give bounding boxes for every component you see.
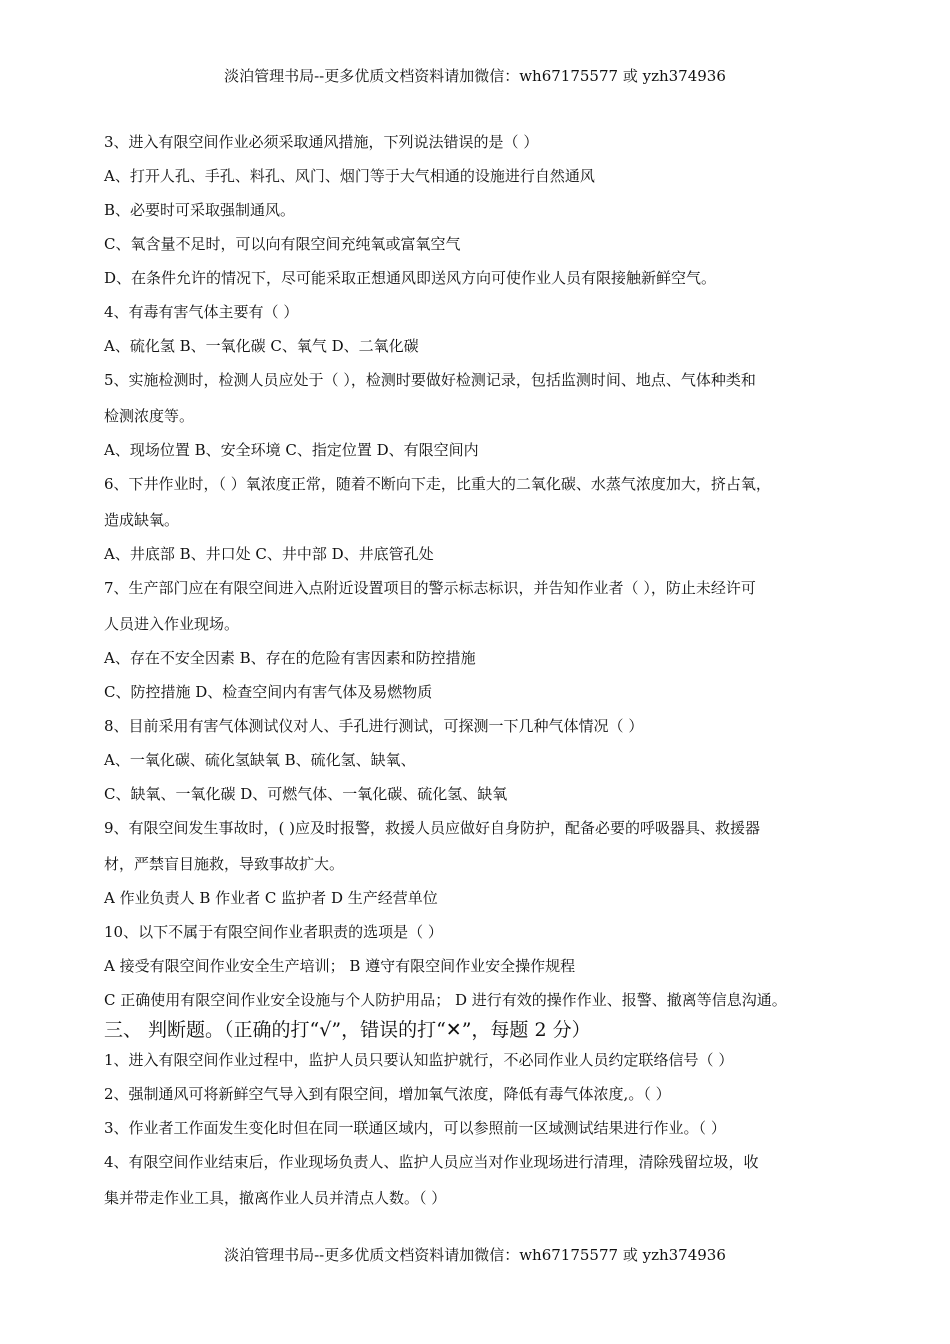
question-7: 7、生产部门应在有限空间进入点附近设置项目的警示标志标识，并告知作业者（ ），防止未经许可 — [104, 579, 756, 597]
question-6-cont: 造成缺氧。 — [104, 511, 180, 529]
tf-question-2: 2、强制通风可将新鲜空气导入到有限空间，增加氧气浓度，降低有毒气体浓度,。（ ） — [104, 1085, 671, 1103]
question-5-options: A、现场位置 B、安全环境 C、指定位置 D、有限空间内 — [104, 441, 479, 459]
tf-question-3: 3、作业者工作面发生变化时但在同一联通区域内，可以参照前一区域测试结果进行作业。（ ） — [104, 1119, 726, 1137]
question-10-options-cd: C 正确使用有限空间作业安全设施与个人防护用品； D 进行有效的操作作业、报警、撤离等信息沟通。 — [104, 991, 787, 1009]
question-6: 6、下井作业时，（ ）氧浓度正常，随着不断向下走，比重大的二氧化碳、水蒸气浓度加大，挤占氧， — [104, 475, 771, 493]
question-7-options-cd: C、防控措施 D、检查空间内有害气体及易燃物质 — [104, 683, 433, 701]
question-4: 4、有毒有害气体主要有（ ） — [104, 303, 299, 321]
page-header: 淡泊管理书局--更多优质文档资料请加微信：wh67175577 或 yzh374936 — [224, 67, 726, 85]
question-5-cont: 检测浓度等。 — [104, 407, 195, 425]
tf-question-1: 1、进入有限空间作业过程中，监护人员只要认知监护就行，不必同作业人员约定联络信号（ ） — [104, 1051, 734, 1069]
tf-question-4: 4、有限空间作业结束后，作业现场负责人、监护人员应当对作业现场进行清理，清除残留垃圾，收 — [104, 1153, 759, 1171]
question-6-options: A、井底部 B、井口处 C、井中部 D、井底管孔处 — [104, 545, 434, 563]
question-3-option-a: A、打开人孔、手孔、料孔、风门、烟门等于大气相通的设施进行自然通风 — [104, 167, 595, 185]
question-9: 9、有限空间发生事故时，( )应及时报警，救援人员应做好自身防护，配备必要的呼吸器具、救援器 — [104, 819, 761, 837]
question-10: 10、以下不属于有限空间作业者职责的选项是（ ） — [104, 923, 443, 941]
question-8-options-cd: C、缺氧、一氧化碳 D、可燃气体、一氧化碳、硫化氢、缺氧 — [104, 785, 508, 803]
question-3-option-c: C、氧含量不足时，可以向有限空间充纯氧或富氧空气 — [104, 235, 461, 253]
question-7-options-ab: A、存在不安全因素 B、存在的危险有害因素和防控措施 — [104, 649, 476, 667]
question-9-cont: 材，严禁盲目施救，导致事故扩大。 — [104, 855, 345, 873]
tf-question-4-cont: 集并带走作业工具，撤离作业人员并清点人数。（ ） — [104, 1189, 447, 1207]
section-heading-true-false: 三、 判断题。（正确的打“√”，错误的打“✕”，每题 2 分） — [104, 1019, 591, 1041]
document-body — [104, 125, 864, 1215]
question-3-option-b: B、必要时可采取强制通风。 — [104, 201, 296, 219]
question-7-cont: 人员进入作业现场。 — [104, 615, 240, 633]
question-10-options-ab: A 接受有限空间作业安全生产培训； B 遵守有限空间作业安全操作规程 — [104, 957, 576, 975]
question-4-options: A、硫化氢 B、一氧化碳 C、氧气 D、二氧化碳 — [104, 337, 419, 355]
question-9-options: A 作业负责人 B 作业者 C 监护者 D 生产经营单位 — [104, 889, 438, 907]
question-5: 5、实施检测时，检测人员应处于（ ），检测时要做好检测记录，包括监测时间、地点、气体种类和 — [104, 371, 756, 389]
question-3-option-d: D、在条件允许的情况下，尽可能采取正想通风即送风方向可使作业人员有限接触新鲜空气。 — [104, 269, 717, 287]
question-8: 8、目前采用有害气体测试仪对人、手孔进行测试，可探测一下几种气体情况（ ） — [104, 717, 644, 735]
question-3: 3、进入有限空间作业必须采取通风措施，下列说法错误的是（ ） — [104, 133, 539, 151]
page-footer: 淡泊管理书局--更多优质文档资料请加微信：wh67175577 或 yzh374936 — [224, 1246, 726, 1264]
question-8-options-ab: A、一氧化碳、硫化氢缺氧 B、硫化氢、缺氧、 — [104, 751, 416, 769]
